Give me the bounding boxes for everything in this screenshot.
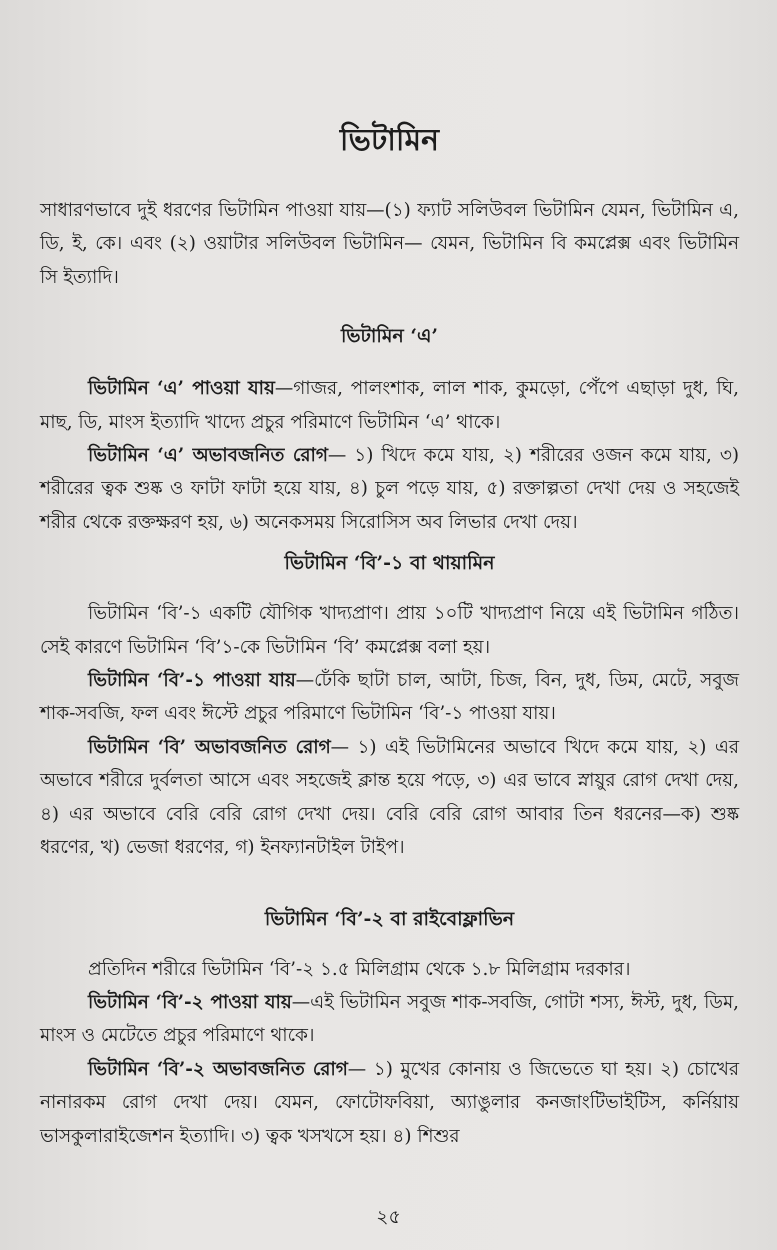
vitamin-a-deficiency-paragraph [40,439,739,539]
vitamin-b2-intro-paragraph: প্রতিদিন শরীরে ভিটামিন ‘বি’-২ ১.৫ মিলিগ্রাম থেকে ১.৮ মিলিগ্রাম দরকার। [88,958,631,980]
vitamin-b2-deficiency-paragraph [40,1053,739,1153]
vitamin-b2-sources-paragraph [40,986,739,1053]
vitamin-a-sources-paragraph [40,372,739,439]
vitamin-b2-sources-lead: ভিটামিন ‘বি’-২ পাওয়া যায় [88,991,292,1013]
vitamin-b2-sources-text: —এই ভিটামিন সবুজ শাক-সবজি, গোটা শস্য, ঈস্ট, দুধ, ডিম, মাংস ও মেটেতে প্রচুর পরিমাণে থাকে। [40,991,740,1047]
vitamin-b2-deficiency-lead: ভিটামিন ‘বি’-২ অভাবজনিত রোগ [88,1058,348,1080]
vitamin-b1-sources-text: —ঢেঁকি ছাটা চাল, আটা, চিজ, বিন, দুধ, ডিম, মেটে, সবুজ শাক-সবজি, ফল এবং ঈস্টে প্রচুর পরিমাণে ভিটামিন ‘বি’-১ পাওয়া যায়। [40,670,740,725]
vitamin-b1-sources-lead: ভিটামিন ‘বি’-১ পাওয়া যায় [88,670,296,692]
page-number: ২৫ [376,1206,401,1228]
vitamin-b2-heading: ভিটামিন ‘বি’-২ বা রাইবোফ্লাভিন [264,907,515,930]
vitamin-b1-intro-paragraph: ভিটামিন ‘বি’-১ একটি যৌগিক খাদ্যপ্রাণ। প্রায় ১০টি খাদ্যপ্রাণ নিয়ে এই ভিটামিন গঠিত। সেই কারণে ভিটামিন ‘বি’১-কে ভিটামিন ‘বি’ কমপ্লেক্স বলা হয়। [40,603,739,658]
vitamin-b1-deficiency-lead: ভিটামিন ‘বি’ অভাবজনিত রোগ [88,736,331,758]
vitamin-b2-deficiency-text: — ১) মুখের কোনায় ও জিভেতে ঘা হয়। ২) চোখের নানারকম রোগ দেখা দেয়। যেমন, ফোটোফবিয়া, অ্যাঙুলার কনজাংটিভাইটিস, কর্নিয়ায় ভাসকুলারাইজেশন ইত্যাদি। ৩) ত্বক খসখসে হয়। ৪) শিশুর [40,1058,739,1147]
vitamin-b1-heading: ভিটামিন ‘বি’-১ বা থায়ামিন [284,552,495,575]
vitamin-b1-deficiency-text: — ১) এই ভিটামিনের অভাবে খিদে কমে যায়, ২) এর অভাবে শরীরে দুর্বলতা আসে এবং সহজেই ক্লান্ত হয়ে পড়ে, ৩) এর ভাবে স্নায়ুর রোগ দেখা দেয়, ৪) এর অভাবে বেরি বেরি রোগ দেখা দেয়। বেরি বেরি রোগ আবার তিন ধরনের—ক) শুষ্ক ধরণের, খ) ভেজা ধরণের, গ) ইনফ্যানটাইল টাইপ। [40,736,739,859]
vitamin-b1-deficiency-paragraph [40,731,739,865]
intro-paragraph: সাধারণভাবে দুই ধরণের ভিটামিন পাওয়া যায়—(১) ফ্যাট সলিউবল ভিটামিন যেমন, ভিটামিন এ, ডি, ই, কে। এবং (২) ওয়াটার সলিউবল ভিটামিন— যেমন, ভিটামিন বি কমপ্লেক্স এবং ভিটামিন সি ইত্যাদি। [40,200,739,288]
vitamin-a-deficiency-lead: ভিটামিন ‘এ’ অভাবজনিত রোগ [88,445,328,467]
vitamin-a-deficiency-text: — ১) খিদে কমে যায়, ২) শরীরের ওজন কমে যায়, ৩) শরীরের ত্বক শুষ্ক ও ফাটা ফাটা হয়ে যায়, ৪) চুল পড়ে যায়, ৫) রক্তাল্পতা দেখা দেয় ও সহজেই শরীর থেকে রক্তক্ষরণ হয়, ৬) অনেকসময় সিরোসিস অব লিভার দেখা দেয়। [40,445,740,533]
vitamin-a-heading: ভিটামিন ‘এ’ [340,325,439,348]
vitamin-a-sources-lead: ভিটামিন ‘এ’ পাওয়া যায় [88,378,275,400]
page-title: ভিটামিন [339,123,440,158]
vitamin-a-sources-text: —গাজর, পালংশাক, লাল শাক, কুমড়ো, পেঁপে এছাড়া দুধ, ঘি, মাছ, ডি, মাংস ইত্যাদি খাদ্যে প্রচুর পরিমাণে ভিটামিন ‘এ’ থাকে। [40,378,739,433]
vitamin-b1-sources-paragraph [40,664,739,731]
